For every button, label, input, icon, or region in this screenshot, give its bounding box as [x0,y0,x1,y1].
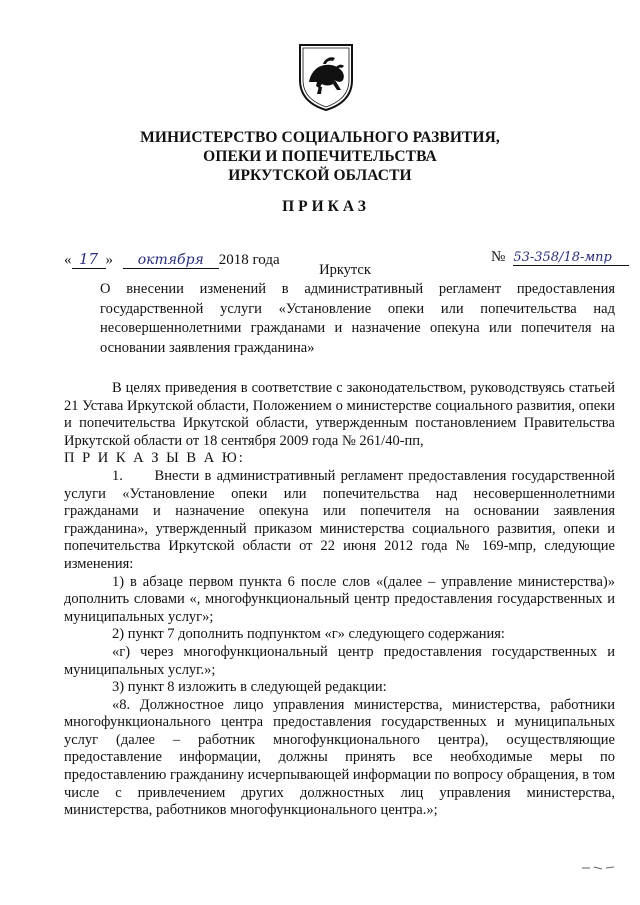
order-heading: П Р И К А З Ы В А Ю: [64,450,245,467]
ministry-title-line-1: МИНИСТЕРСТВО СОЦИАЛЬНОГО РАЗВИТИЯ, [140,129,500,146]
coat-of-arms-icon [297,42,355,112]
date-day: 17 [72,250,106,269]
date-month: октября [123,252,219,269]
subclause-3-text: «8. Должностное лицо управления министерства, министерства, работники многофункционального центра предоставления государственных и муниципальных услуг (далее – работник многофункционального центра), осуществляющие предоставление информации, должны принять все необходимые меры по предоставлению гражданину исчерпывающей информации по вопросу обращения, в том числе с привлечением других должностных лиц управления министерства, министерства, работников многофункционального центра.»; [64,696,615,819]
subclause-2-text: «г) через многофункциональный центр предоставления государственных и муниципальных услуг.»; [64,643,615,678]
date-open-quote: « [64,252,72,268]
subclause-1-paragraph: 1) в абзаце первом пункта 6 после слов «(далее – управление министерства)» дополнить словами «, многофункциональный центр предоставления государственных и муниципальных услуг»; [64,573,615,625]
document-type: ПРИКАЗ [282,198,370,215]
number-label: № [491,249,506,265]
preamble-paragraph: В целях приведения в соответствие с законодательством, руководствуясь статьей 21 Устава Иркутской области, Положением о министерстве социального развития, опеки и попечительства Иркутской области, утвержденным постановлением Правительства Иркутской области от 18 сентября 2009 года № 261/40-пп, [64,380,615,449]
document-subject: О внесении изменений в административный регламент предоставления государственной услуги «Установление опеки или попечительства над несовершеннолетними гражданами и назначение опекуна или попечителя на основании заявления гражданина» [100,281,615,357]
document-body [64,380,615,820]
number-value: 53-358/18-мпр [513,250,629,266]
page-mark-icon [580,862,616,872]
ministry-title-line-3: ИРКУТСКОЙ ОБЛАСТИ [228,167,412,184]
subclause-2-paragraph: 2) пункт 7 дополнить подпунктом «г» следующего содержания: [112,626,505,643]
ministry-title-line-2: ОПЕКИ И ПОПЕЧИТЕЛЬСТВА [203,148,437,165]
document-city: Иркутск [319,262,371,278]
date-year: 2018 года [218,252,280,268]
clause-1-paragraph: 1. Внести в административный регламент предоставления государственной услуги «Установление опеки или попечительства над несовершеннолетними гражданами и назначение опекуна или попечителя на основании заявления гражданина», утвержденный приказом министерства социального развития, опеки и попечительства Иркутской области от 22 июня 2012 года № 169-мпр, следующие изменения: [64,467,615,572]
subclause-3-paragraph: 3) пункт 8 изложить в следующей редакции: [112,679,387,696]
date-close-quote: » [105,252,113,268]
